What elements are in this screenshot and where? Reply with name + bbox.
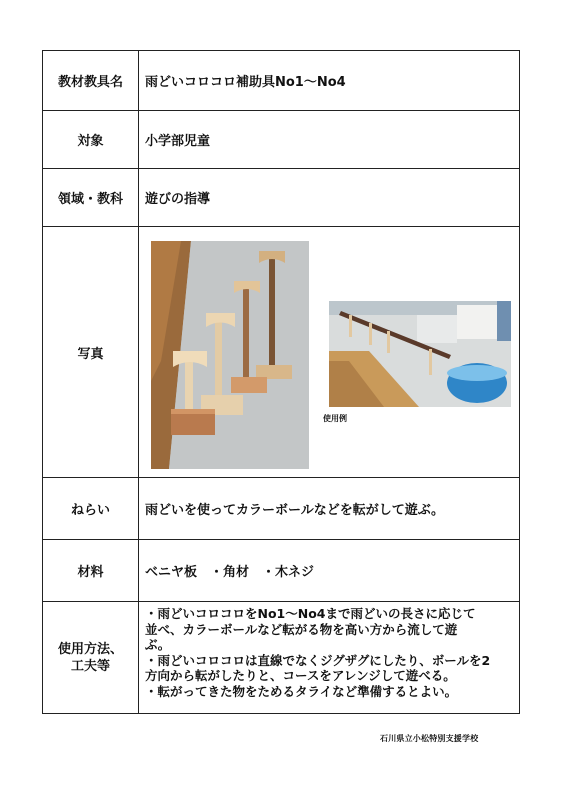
info-sheet-table [42,50,520,714]
method-line: ・雨どいコロコロは直線でなくジグザグにしたり、ボールを2 [145,652,491,668]
value-method [139,602,520,714]
value-area: 遊びの指導 [139,169,520,227]
method-line: 並べ、カラーボールなど転がる物を高い方から流して遊 [145,621,458,637]
label-area: 領域・教科 [43,169,139,227]
stands-photo [151,241,309,469]
value-title: 雨どいコロコロ補助具No1～No4 [139,51,520,111]
photo-cell [139,227,520,478]
row-title [43,51,520,111]
value-aim: 雨どいを使ってカラーボールなどを転がして遊ぶ。 [139,478,520,540]
label-photo: 写真 [43,227,139,478]
row-method [43,602,520,714]
value-target: 小学部児童 [139,111,520,169]
usage-example-photo [329,301,511,407]
photo-caption: 使用例 [323,414,347,423]
method-line: ・転がってきた物をためるタライなど準備するとよい。 [145,683,458,699]
label-method-line1: 使用方法、 [57,641,123,657]
row-target [43,111,520,169]
label-method [43,602,139,714]
row-materials [43,540,520,602]
label-target: 対象 [43,111,139,169]
method-line: ぶ。 [145,637,171,652]
label-materials: 材料 [43,540,139,602]
method-line: ・雨どいコロコロをNo1～No4まで雨どいの長さに応じて [145,606,476,621]
label-aim: ねらい [43,478,139,540]
row-aim [43,478,520,540]
value-materials: ベニヤ板 ・角材 ・木ネジ [139,540,520,602]
label-method-line2: 工夫等 [70,658,110,674]
row-area [43,169,520,227]
row-photo [43,227,520,478]
label-title: 教材教具名 [43,51,139,111]
photo-area [139,227,519,477]
method-line: 方向から転がしたりと、コースをアレンジして遊べる。 [145,668,456,683]
school-name: 石川県立小松特別支援学校 [380,734,479,743]
